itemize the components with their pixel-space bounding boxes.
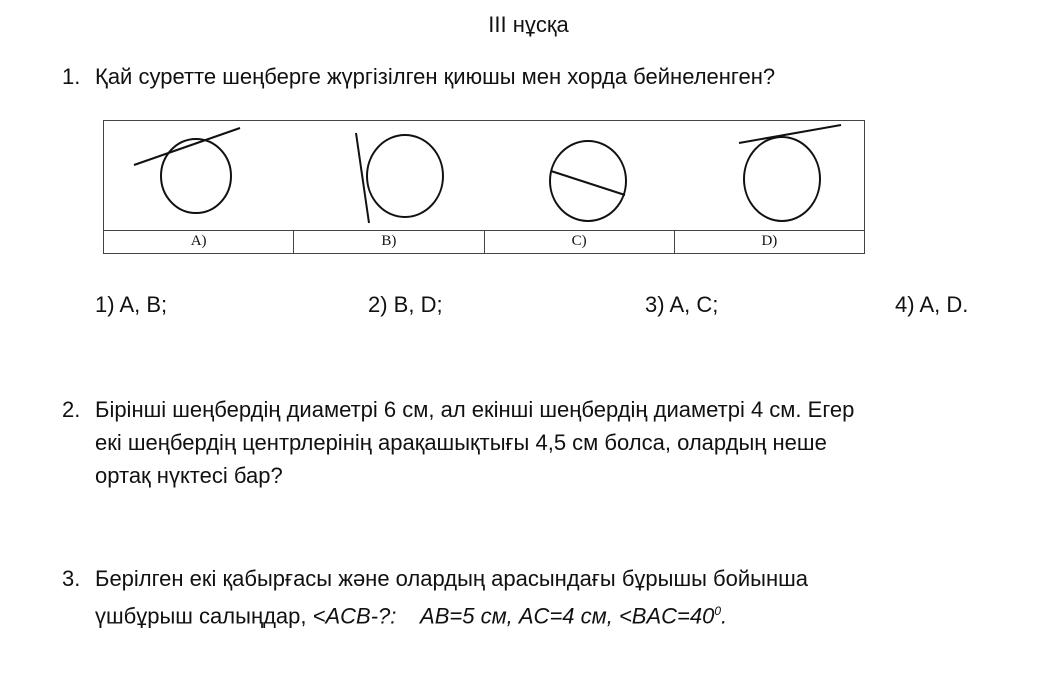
answer-option-4: 4) A, D. xyxy=(895,292,969,317)
figure-label-a: A) xyxy=(104,231,294,253)
question-text-line: Берілген екі қабырғасы және олардың арасындағы бұрышы бойынша xyxy=(95,566,809,591)
answer-option-1: 1) A, B; xyxy=(95,292,168,317)
circle-c xyxy=(550,141,626,221)
answer-option-3: 3) A, C; xyxy=(645,292,719,317)
circle-a xyxy=(161,139,231,213)
figure-labels-row xyxy=(104,230,864,253)
page-title: III нұсқа xyxy=(488,12,569,37)
circles-drawing xyxy=(104,121,866,233)
line-end: . xyxy=(721,603,728,629)
question-number: 3. xyxy=(62,566,81,591)
task-instruction: үшбұрыш салыңдар, xyxy=(95,603,313,629)
figure-label-d: D) xyxy=(761,233,778,249)
external-line-d xyxy=(739,125,841,143)
question-text-line: екі шеңбердің центрлерінің арақашықтығы 4,5 см болса, олардың неше xyxy=(95,430,827,455)
question-text-line: Бірінші шеңбердің диаметрі 6 см, ал екінші шеңбердің диаметрі 4 см. Егер xyxy=(95,397,855,422)
circle-d xyxy=(744,137,820,221)
degree-superscript: 0 xyxy=(714,604,722,618)
circles-figure xyxy=(103,120,865,254)
question-text-line-2 xyxy=(95,595,727,632)
chord-line-c xyxy=(551,171,625,195)
circle-b xyxy=(367,135,443,217)
question-text-line: ортақ нүктесі бар? xyxy=(95,463,283,488)
question-text: Қай суретте шеңберге жүргізілген қиюшы мен хорда бейнеленген? xyxy=(95,64,776,89)
figure-label-c: C) xyxy=(485,231,675,253)
answer-option-2: 2) B, D; xyxy=(368,292,443,317)
question-number: 1. xyxy=(62,64,81,89)
question-number: 2. xyxy=(62,397,81,422)
figure-label-b: B) xyxy=(294,231,484,253)
secant-line-a xyxy=(134,128,240,165)
given-values: <ACB-?: AB=5 см, AC=4 см, <BAC=40 xyxy=(312,603,715,629)
